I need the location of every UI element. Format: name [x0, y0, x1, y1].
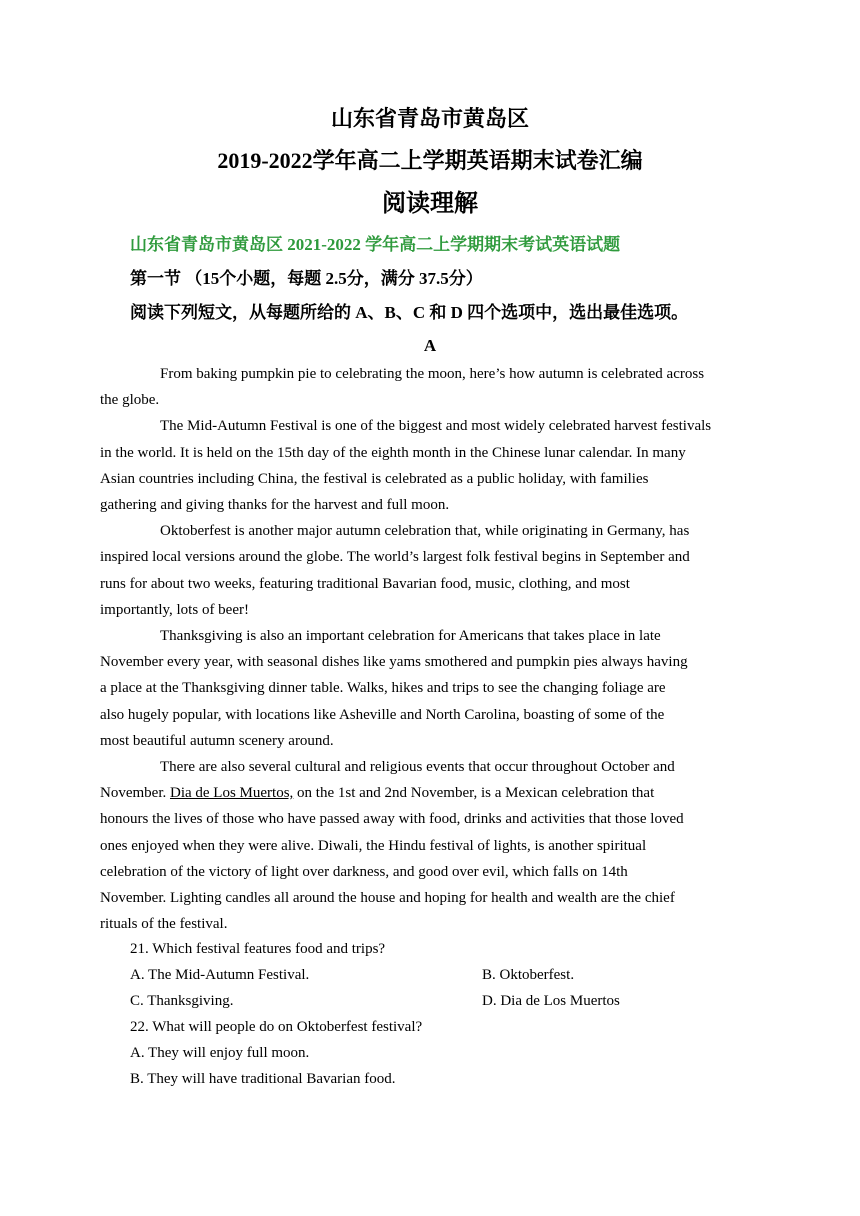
question-21: [130, 936, 730, 1015]
passage-line: runs for about two weeks, featuring traditional Bavarian food, music, clothing, and most: [100, 575, 630, 592]
source-exam-heading: 山东省青岛市黄岛区 2021-2022 学年高二上学期期末考试英语试题: [130, 235, 621, 254]
passage-line: [100, 785, 654, 801]
option-b: B. They will have traditional Bavarian food.: [130, 1071, 396, 1088]
passage-line: From baking pumpkin pie to celebrating the moon, here’s how autumn is celebrated across: [160, 366, 705, 382]
passage-line: also hugely popular, with locations like Asheville and North Carolina, boasting of some of the: [100, 706, 665, 723]
paragraph-2: [100, 413, 730, 518]
option-c: C. Thanksgiving.: [130, 993, 234, 1010]
passage-label: A: [423, 336, 437, 355]
option-a: A. They will enjoy full moon.: [130, 1045, 310, 1062]
passage-line: the globe.: [100, 392, 160, 409]
passage-line: honours the lives of those who have passed away with food, drinks and activities that those loved: [100, 811, 684, 828]
paragraph-3: [100, 518, 730, 623]
passage-line: November. Lighting candles all around the house and hoping for health and wealth are the chief: [100, 890, 675, 907]
passage-line: a place at the Thanksgiving dinner table. Walks, hikes and trips to see the changing foliage are: [100, 680, 666, 697]
passage-line: celebration of the victory of light over darkness, and good over evil, which falls on 14th: [100, 863, 628, 880]
paragraph-5: [100, 754, 730, 937]
passage-line: Oktoberfest is another major autumn celebration that, while originating in Germany, has: [160, 523, 690, 540]
option-row: [130, 988, 730, 1014]
paragraph-4: [100, 623, 730, 754]
instruction-text: 阅读下列短文，从每题所给的 A、B、C 和 D 四个选项中，选出最佳选项。: [130, 303, 689, 322]
title-region: 山东省青岛市黄岛区: [330, 106, 529, 131]
question-22: [130, 1014, 730, 1093]
passage-line: most beautiful autumn scenery around.: [100, 732, 334, 749]
passage-line: rituals of the festival.: [100, 916, 228, 933]
option-a: A. The Mid-Autumn Festival.: [130, 967, 310, 984]
title-reading-comprehension: 阅读理解: [382, 191, 478, 217]
passage-text: November.: [100, 785, 170, 802]
paragraph-1: [100, 361, 730, 413]
passage-text: on the 1st and 2nd November, is a Mexican celebration that: [293, 785, 655, 802]
reading-passage: [100, 361, 730, 937]
passage-line: There are also several cultural and religious events that occur throughout October and: [160, 759, 675, 776]
option-row: [130, 962, 730, 988]
underlined-term: Dia de Los Muertos,: [169, 785, 294, 802]
passage-line: in the world. It is held on the 15th day of the eighth month in the Chinese lunar calendar. In many: [100, 444, 686, 461]
passage-line: ones enjoyed when they were alive. Diwali, the Hindu festival of lights, is another spiritual: [100, 837, 647, 854]
passage-line: Asian countries including China, the festival is celebrated as a public holiday, with families: [100, 470, 649, 487]
passage-line: inspired local versions around the globe. The world’s largest folk festival begins in September and: [100, 549, 690, 566]
passage-line: The Mid-Autumn Festival is one of the biggest and most widely celebrated harvest festivals: [160, 418, 712, 435]
option-d: D. Dia de Los Muertos: [482, 993, 620, 1010]
passage-line: importantly, lots of beer!: [100, 601, 249, 618]
option-b: B. Oktoberfest.: [482, 967, 575, 984]
passage-line: Thanksgiving is also an important celebration for Americans that takes place in late: [160, 628, 661, 645]
question-stem: 22. What will people do on Oktoberfest festival?: [130, 1019, 423, 1035]
passage-line: November every year, with seasonal dishes like yams smothered and pumpkin pies always having: [100, 654, 688, 671]
section-heading: 第一节 （15个小题，每题 2.5分，满分 37.5分）: [130, 269, 483, 288]
passage-line: gathering and giving thanks for the harvest and full moon.: [100, 497, 450, 514]
title-exam-compilation: 2019-2022学年高二上学期英语期末试卷汇编: [217, 148, 643, 173]
question-stem: 21. Which festival features food and trips?: [130, 941, 386, 957]
